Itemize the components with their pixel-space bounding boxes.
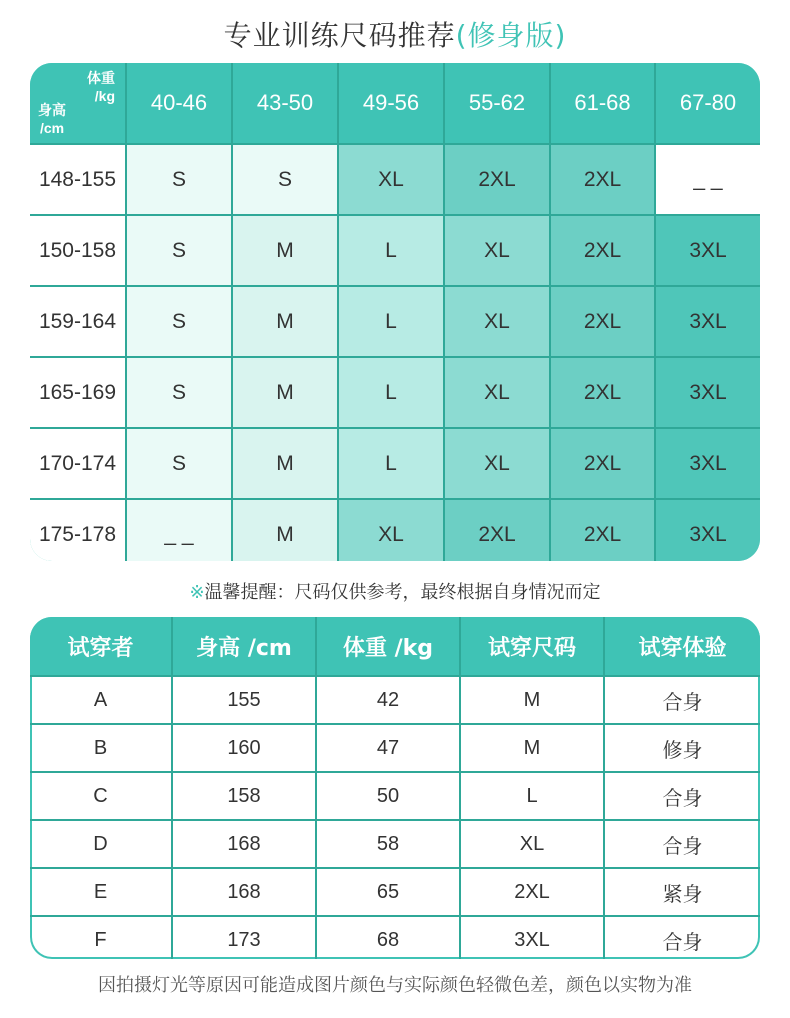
size-cell: XL xyxy=(444,286,550,357)
color-disclaimer: 因拍摄灯光等原因可能造成图片颜色与实际颜色轻微色差，颜色以实物为准 xyxy=(98,975,692,996)
fit-header-row xyxy=(30,617,760,676)
size-cell: S xyxy=(126,286,232,357)
size-cell: M xyxy=(460,724,604,772)
reminder-text: 温馨提醒：尺码仅供参考，最终根据自身情况而定 xyxy=(204,582,601,603)
size-cell: 3XL xyxy=(655,357,760,428)
fit-table xyxy=(30,617,760,959)
corner-weight: 体重 /kg xyxy=(87,70,115,104)
height-range: 159-164 xyxy=(30,286,126,357)
table-row xyxy=(30,868,760,916)
tester-cell: D xyxy=(30,820,172,868)
height-cell: 168 xyxy=(172,820,316,868)
experience-cell: 紧身 xyxy=(604,868,760,916)
height-range: 150-158 xyxy=(30,215,126,286)
size-row xyxy=(30,144,760,215)
size-cell: 3XL xyxy=(655,428,760,499)
fit-header-experience: 试穿体验 xyxy=(604,617,760,676)
size-cell: M xyxy=(232,499,338,561)
height-cell: 158 xyxy=(172,772,316,820)
size-cell: XL xyxy=(338,499,444,561)
size-cell: 2XL xyxy=(444,144,550,215)
note-mark-icon: ※ xyxy=(189,582,205,603)
tester-cell: A xyxy=(30,676,172,724)
size-cell: _ _ xyxy=(126,499,232,561)
size-row xyxy=(30,215,760,286)
size-cell: 3XL xyxy=(460,916,604,959)
size-cell: S xyxy=(232,144,338,215)
size-row xyxy=(30,286,760,357)
size-cell: 2XL xyxy=(550,499,655,561)
size-cell: M xyxy=(232,215,338,286)
experience-cell: 合身 xyxy=(604,772,760,820)
size-cell: S xyxy=(126,357,232,428)
table-row xyxy=(30,820,760,868)
size-cell: M xyxy=(232,286,338,357)
weight-cell: 58 xyxy=(316,820,460,868)
tester-cell: C xyxy=(30,772,172,820)
weight-range-header: 40-46 xyxy=(126,63,232,144)
table-row xyxy=(30,676,760,724)
size-cell: 2XL xyxy=(444,499,550,561)
tester-cell: B xyxy=(30,724,172,772)
size-row xyxy=(30,357,760,428)
title-main: 专业训练尺码推荐 xyxy=(223,19,456,52)
size-cell: S xyxy=(126,215,232,286)
size-cell: M xyxy=(232,357,338,428)
weight-range-header: 55-62 xyxy=(444,63,550,144)
size-cell: XL xyxy=(460,820,604,868)
size-cell: L xyxy=(460,772,604,820)
height-cell: 173 xyxy=(172,916,316,959)
weight-cell: 50 xyxy=(316,772,460,820)
fit-header-height: 身高 /cm xyxy=(172,617,316,676)
size-cell: L xyxy=(338,357,444,428)
size-cell: 2XL xyxy=(550,286,655,357)
experience-cell: 合身 xyxy=(604,916,760,959)
height-cell: 155 xyxy=(172,676,316,724)
weight-cell: 65 xyxy=(316,868,460,916)
size-row xyxy=(30,428,760,499)
size-cell: 2XL xyxy=(550,357,655,428)
weight-range-header: 49-56 xyxy=(338,63,444,144)
title-highlight: (修身版) xyxy=(455,19,567,52)
height-cell: 168 xyxy=(172,868,316,916)
weight-cell: 42 xyxy=(316,676,460,724)
weight-range-header: 43-50 xyxy=(232,63,338,144)
size-cell: XL xyxy=(444,428,550,499)
size-row xyxy=(30,499,760,561)
page-title xyxy=(0,14,790,54)
size-cell: XL xyxy=(444,215,550,286)
reminder-note xyxy=(0,578,790,604)
size-cell: L xyxy=(338,428,444,499)
tester-cell: F xyxy=(30,916,172,959)
tester-cell: E xyxy=(30,868,172,916)
weight-cell: 47 xyxy=(316,724,460,772)
experience-cell: 合身 xyxy=(604,676,760,724)
size-cell: XL xyxy=(338,144,444,215)
size-cell: 2XL xyxy=(550,144,655,215)
size-cell: 2XL xyxy=(550,215,655,286)
size-cell: 3XL xyxy=(655,286,760,357)
table-row xyxy=(30,916,760,959)
size-cell: XL xyxy=(444,357,550,428)
size-chart xyxy=(30,63,760,561)
size-chart-table xyxy=(30,63,760,561)
height-range: 148-155 xyxy=(30,144,126,215)
fit-header-size: 试穿尺码 xyxy=(460,617,604,676)
size-chart-corner xyxy=(30,63,126,144)
weight-cell: 68 xyxy=(316,916,460,959)
height-cell: 160 xyxy=(172,724,316,772)
table-row xyxy=(30,724,760,772)
size-cell: _ _ xyxy=(655,144,760,215)
experience-cell: 修身 xyxy=(604,724,760,772)
height-range: 170-174 xyxy=(30,428,126,499)
corner-height: 身高 /cm xyxy=(38,102,66,136)
size-cell: 2XL xyxy=(460,868,604,916)
size-cell: S xyxy=(126,144,232,215)
size-cell: M xyxy=(232,428,338,499)
table-row xyxy=(30,772,760,820)
height-range: 175-178 xyxy=(30,499,126,561)
fit-header-tester: 试穿者 xyxy=(30,617,172,676)
size-cell: 3XL xyxy=(655,499,760,561)
weight-range-header: 67-80 xyxy=(655,63,760,144)
fit-table-container xyxy=(30,617,760,959)
height-range: 165-169 xyxy=(30,357,126,428)
size-cell: L xyxy=(338,215,444,286)
fit-header-weight: 体重 /kg xyxy=(316,617,460,676)
size-chart-header-row xyxy=(30,63,760,144)
size-cell: 3XL xyxy=(655,215,760,286)
weight-range-header: 61-68 xyxy=(550,63,655,144)
size-cell: M xyxy=(460,676,604,724)
size-cell: 2XL xyxy=(550,428,655,499)
size-cell: L xyxy=(338,286,444,357)
experience-cell: 合身 xyxy=(604,820,760,868)
size-cell: S xyxy=(126,428,232,499)
